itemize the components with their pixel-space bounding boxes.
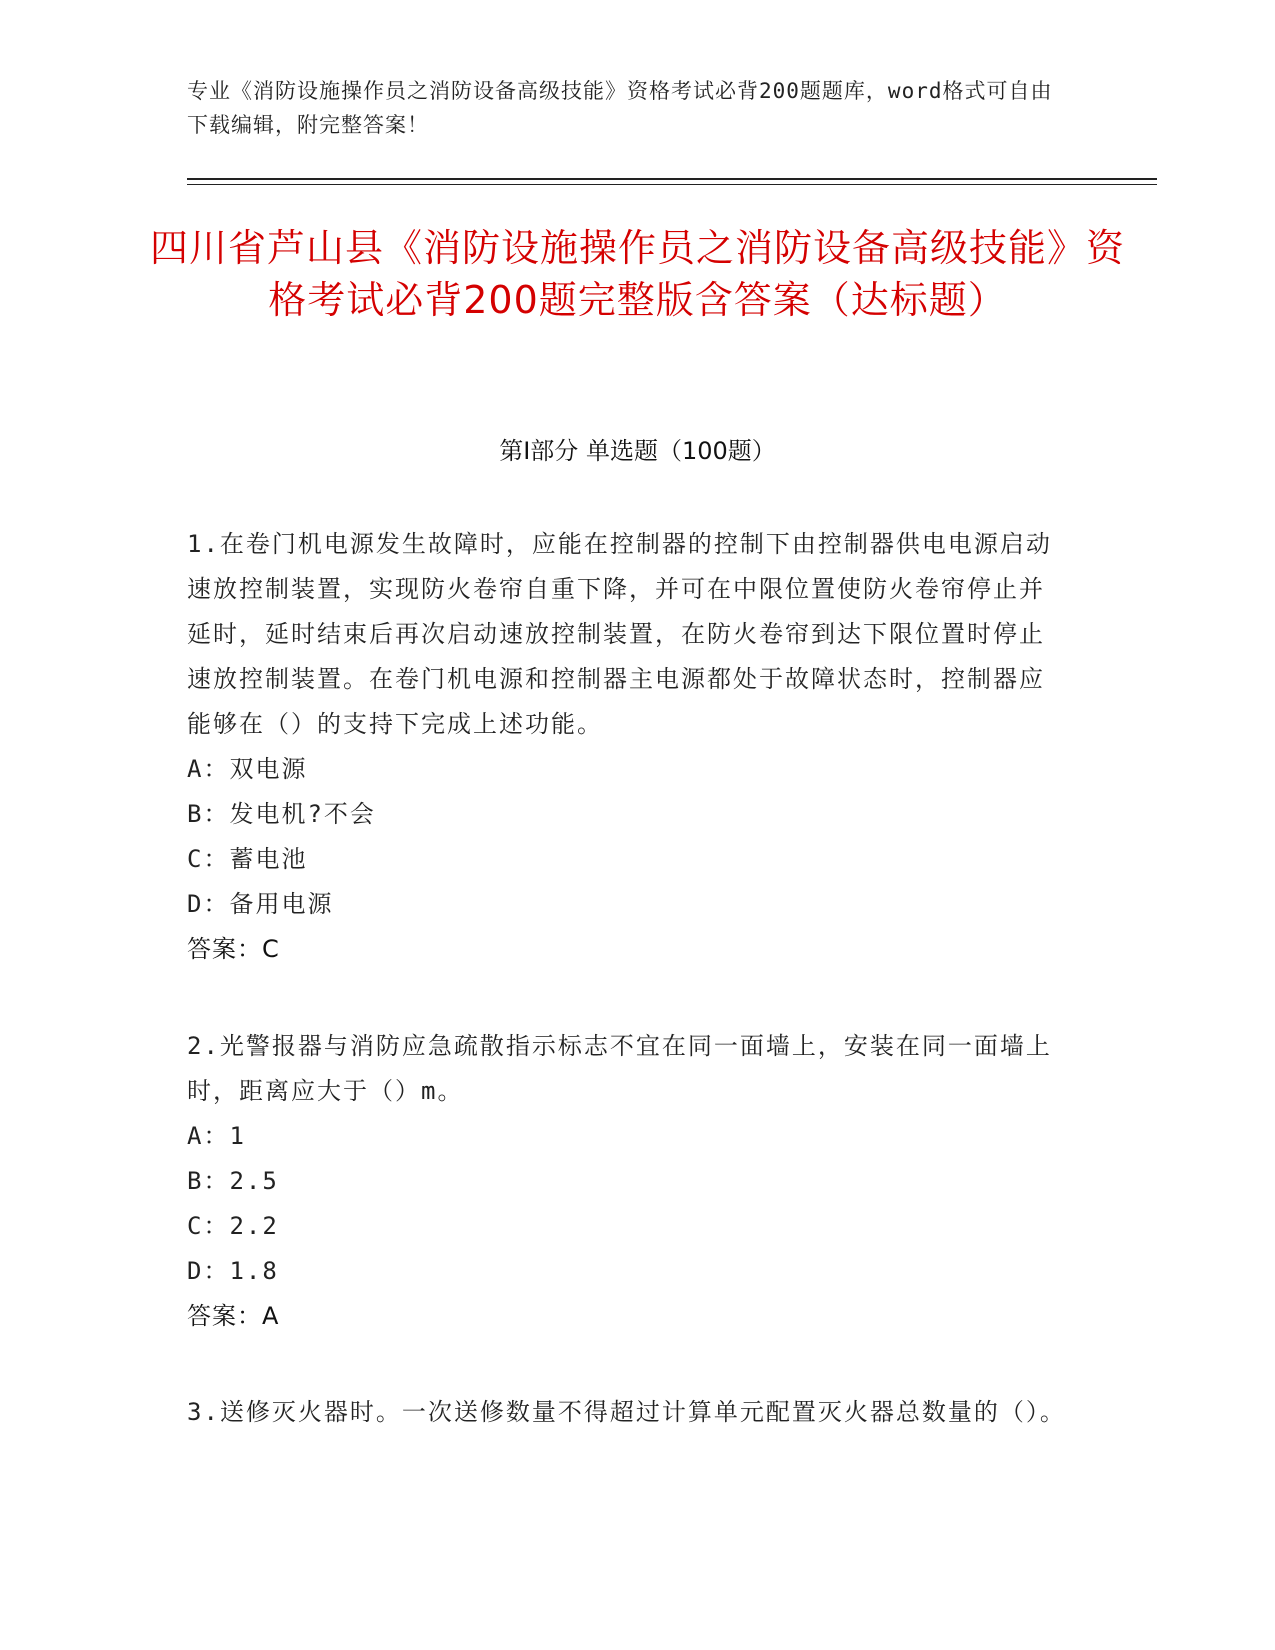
option-c: C：蓄电池 (187, 845, 308, 873)
question-2 (187, 1024, 1067, 1339)
question-stem: 2.光警报器与消防应急疏散指示标志不宜在同一面墙上，安装在同一面墙上时，距离应大于（）m。 (187, 1032, 1052, 1105)
header-note: 专业《消防设施操作员之消防设备高级技能》资格考试必背200题题库，word格式可自由下载编辑，附完整答案！ (187, 79, 1053, 137)
option-d: D：1.8 (187, 1257, 279, 1285)
question-1 (187, 522, 1067, 972)
answer: 答案：C (187, 935, 280, 963)
section-title: 第Ⅰ部分 单选题（100题） (499, 437, 776, 465)
option-c: C：2.2 (187, 1212, 279, 1240)
header-divider-thin (187, 184, 1157, 185)
option-d: D：备用电源 (187, 890, 334, 918)
question-3 (187, 1390, 1067, 1435)
question-stem: 1.在卷门机电源发生故障时，应能在控制器的控制下由控制器供电电源启动速放控制装置，实现防火卷帘自重下降，并可在中限位置使防火卷帘停止并延时，延时结束后再次启动速放控制装置，在防火卷帘到达下限位置时停止速放控制装置。在卷门机电源和控制器主电源都处于故障状态时，控制器应能够在（）的支持下完成上述功能。 (187, 530, 1052, 738)
option-b: B：发电机?不会 (187, 800, 376, 828)
option-b: B：2.5 (187, 1167, 279, 1195)
header-divider-thick (187, 178, 1157, 180)
option-a: A：1 (187, 1122, 246, 1150)
question-stem: 3.送修灭火器时。一次送修数量不得超过计算单元配置灭火器总数量的（）。 (187, 1398, 1066, 1426)
document-title: 四川省芦山县《消防设施操作员之消防设备高级技能》资格考试必背200题完整版含答案（达标题） (150, 226, 1126, 322)
option-a: A：双电源 (187, 755, 308, 783)
answer: 答案：A (187, 1302, 280, 1330)
